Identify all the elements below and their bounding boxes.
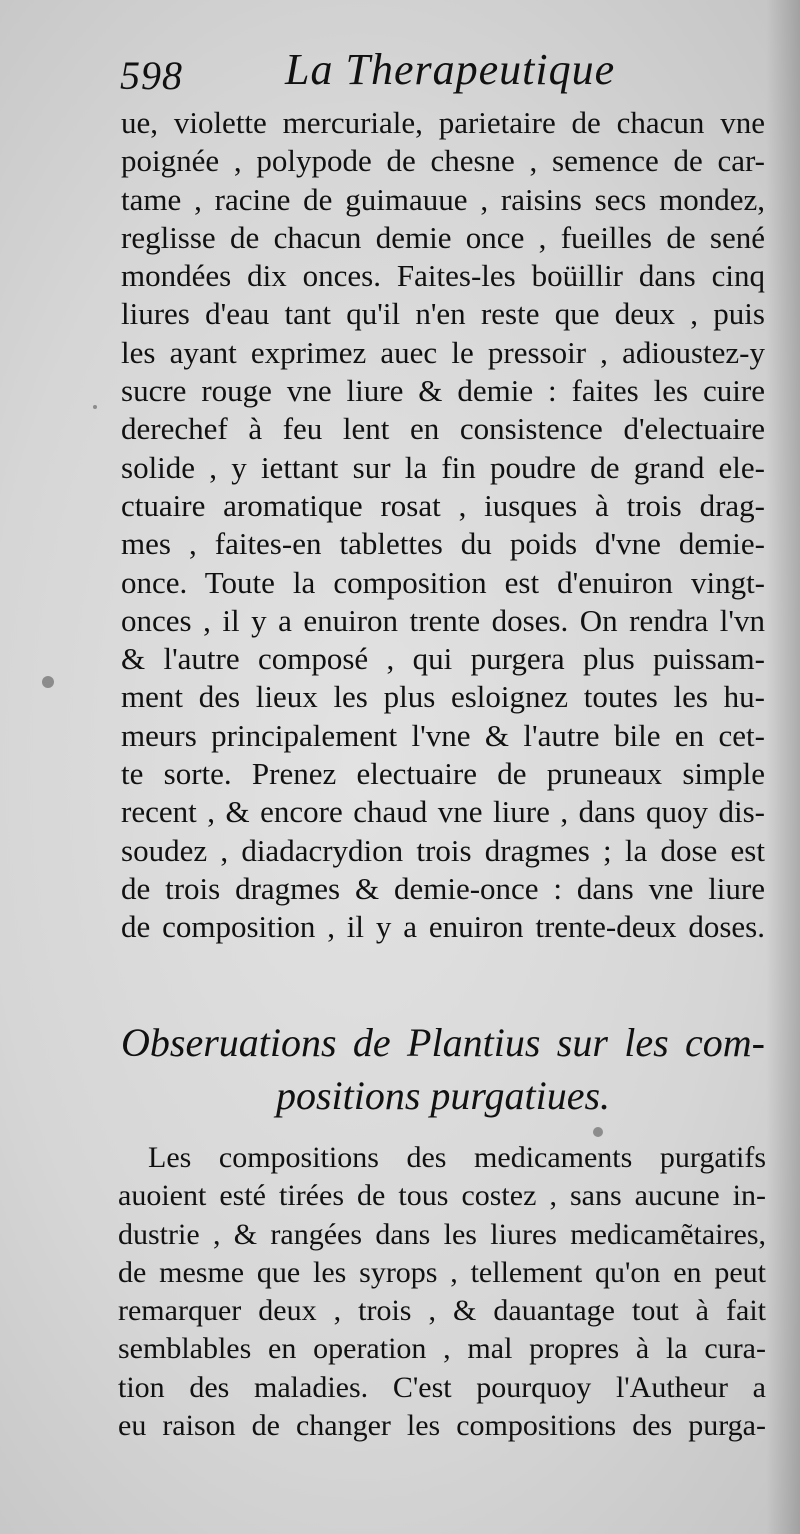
text-line: de trois dragmes & demie-once : dans vne liure bbox=[121, 870, 765, 906]
section-heading-line: Obseruations de Plantius sur les com- bbox=[121, 1020, 765, 1065]
spine-shadow bbox=[766, 0, 800, 1534]
text-line: sucre rouge vne liure & demie : faites les cuire bbox=[121, 373, 765, 409]
text-line: solide , y iettant sur la fin poudre de grand ele- bbox=[121, 449, 765, 485]
text-line: ctuaire aromatique rosat , iusques à trois drag- bbox=[121, 487, 765, 523]
text-line: mes , faites-en tablettes du poids d'vne demie- bbox=[121, 526, 765, 562]
ink-speck bbox=[593, 1127, 603, 1137]
text-line: once. Toute la composition est d'enuiron vingt- bbox=[121, 564, 765, 600]
text-line: te sorte. Prenez electuaire de pruneaux simple bbox=[121, 756, 765, 792]
paragraph-2 bbox=[118, 1139, 766, 1445]
text-line: auoient esté tirées de tous costez , sans aucune in- bbox=[118, 1179, 766, 1213]
text-line: & l'autre composé , qui purgera plus puissam- bbox=[121, 641, 765, 677]
text-line: eu raison de changer les compositions des purga- bbox=[118, 1409, 766, 1443]
running-title: La Therapeutique bbox=[285, 45, 616, 94]
text-line: meurs principalement l'vne & l'autre bile en cet- bbox=[121, 717, 765, 753]
text-line: mondées dix onces. Faites-les boüillir dans cinq bbox=[121, 258, 765, 294]
text-line: reglisse de chacun demie once , fueilles de sené bbox=[121, 219, 765, 255]
page-number: 598 bbox=[120, 53, 183, 98]
ink-speck bbox=[42, 676, 54, 688]
section-heading-line: positions purgatiues. bbox=[275, 1073, 611, 1118]
text-line: liures d'eau tant qu'il n'en reste que deux , puis bbox=[121, 296, 765, 332]
text-line: semblables en operation , mal propres à la cura- bbox=[118, 1332, 766, 1366]
text-line: recent , & encore chaud vne liure , dans quoy dis- bbox=[121, 794, 765, 830]
text-line: remarquer deux , trois , & dauantage tout à fait bbox=[118, 1294, 766, 1328]
text-line: ment des lieux les plus esloignez toutes les hu- bbox=[121, 679, 765, 715]
text-line: poignée , polypode de chesne , semence de car- bbox=[121, 143, 765, 179]
text-line: derechef à feu lent en consistence d'electuaire bbox=[121, 411, 765, 447]
text-line: soudez , diadacrydion trois dragmes ; la dose est bbox=[121, 832, 765, 868]
text-line: les ayant exprimez auec le pressoir , adioustez-y bbox=[121, 334, 765, 370]
text-line: tion des maladies. C'est pourquoy l'Autheur a bbox=[118, 1370, 766, 1404]
section-heading bbox=[121, 1018, 765, 1124]
text-line: de mesme que les syrops , tellement qu'on en peut bbox=[118, 1255, 766, 1289]
paragraph-1 bbox=[121, 104, 765, 947]
text-line: dustrie , & rangées dans les liures medicamẽtaires, bbox=[118, 1217, 766, 1251]
text-line: ue, violette mercuriale, parietaire de chacun vne bbox=[121, 105, 765, 140]
text-line: Les compositions des medicaments purgatifs bbox=[148, 1141, 766, 1174]
text-line: onces , il y a enuiron trente doses. On rendra l'vn bbox=[121, 602, 765, 638]
ink-speck bbox=[93, 405, 97, 409]
text-line: tame , racine de guimauue , raisins secs mondez, bbox=[121, 181, 765, 217]
page-header bbox=[120, 38, 640, 108]
text-line: de composition , il y a enuiron trente-deux doses. bbox=[121, 909, 765, 945]
